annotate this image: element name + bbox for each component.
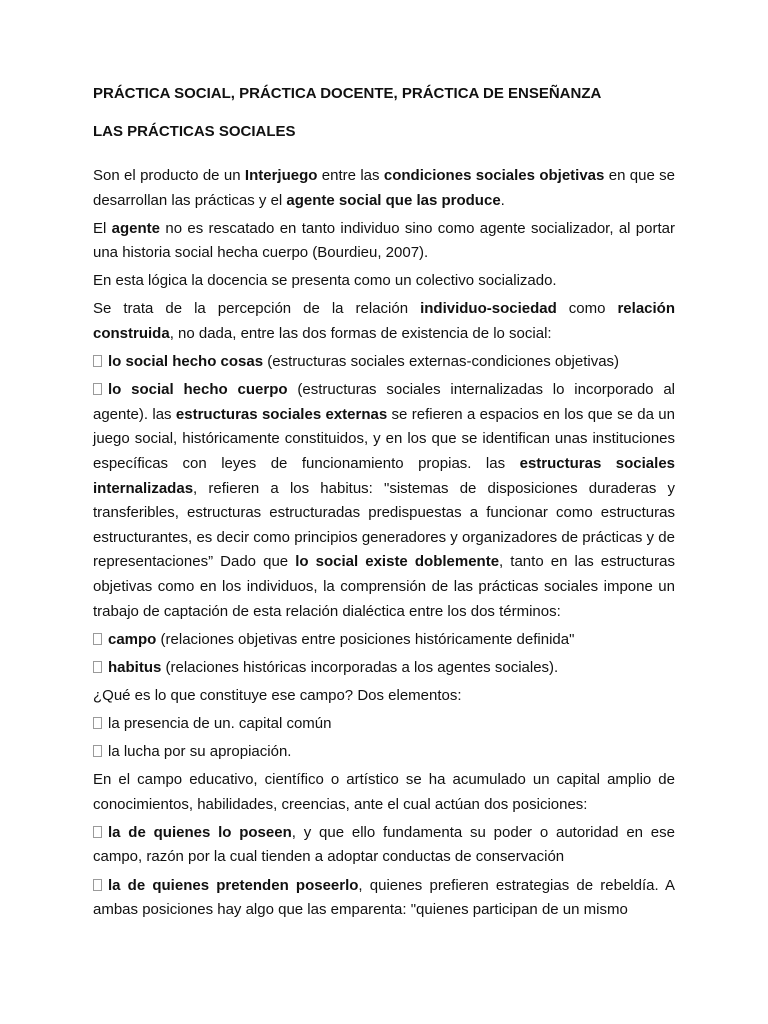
section-heading: LAS PRÁCTICAS SOCIALES: [93, 123, 296, 140]
text-run: se refieren a espacios en los que se da un juego social, históricamente constituidos, y en los que se identifican unas instituciones específicas con leyes de funcionamiento propias. las: [93, 405, 675, 473]
bold-term: lo social hecho cosas: [108, 353, 264, 371]
bold-term: Interjuego: [244, 167, 318, 184]
text-run: como: [556, 300, 618, 318]
text-run: , tanto en las estructuras objetivas como en los individuos, la comprensión de las prácticas sociales impone un trabajo de captación de esta relación dialéctica entre los dos términos:: [93, 553, 675, 620]
bullet-item-habitus: [93, 656, 675, 681]
bold-term: habitus: [108, 658, 162, 676]
bold-term: lo social existe doblemente: [295, 553, 500, 571]
bullet-icon: [93, 383, 102, 395]
bullet-icon: [93, 355, 102, 367]
text-run: la lucha por su apropiación.: [108, 743, 292, 761]
document-title: PRÁCTICA SOCIAL, PRÁCTICA DOCENTE, PRÁCTICA DE ENSEÑANZA: [93, 85, 602, 102]
text-run: , no dada, entre las dos formas de existencia de lo social:: [169, 325, 552, 343]
text-run: no es rescatado en tanto individuo sino como agente socializador, al portar una historia social hecha cuerpo (Bourdieu, 2007).: [93, 219, 675, 262]
paragraph-interjuego: [93, 164, 675, 213]
text-run: Son el producto de un: [93, 167, 245, 184]
bullet-icon: [93, 879, 102, 891]
text-run: , y que ello fundamenta su poder o autoridad en ese campo, razón por la cual tienden a adoptar conductas de conservación: [93, 823, 675, 866]
text-run: En esta lógica la docencia se presenta como un colectivo socializado.: [93, 272, 557, 290]
text-run: .: [500, 191, 505, 209]
bold-term: estructuras sociales internalizadas: [93, 455, 676, 497]
bullet-item-social-cuerpo: [93, 378, 675, 624]
bold-term: relación construida: [93, 300, 675, 343]
bold-term: la de quienes lo poseen: [108, 823, 292, 841]
text-run: (estructuras sociales internalizadas lo incorporado al agente). las: [93, 381, 676, 423]
text-run: , refieren a los habitus: "sistemas de disposiciones duraderas y transferibles, estructuras estructuradas predispuestas a funcionar como estructuras estructurantes, es decir como principios generadores y organizadores de prácticas y de representaciones” Dado que: [93, 479, 675, 571]
bullet-item-lucha: [93, 740, 675, 765]
paragraph-question: [93, 684, 675, 709]
bullet-icon: [93, 633, 102, 645]
bold-term: lo social hecho cuerpo: [108, 381, 288, 399]
bullet-item-campo: [93, 628, 675, 653]
text-run: ¿Qué es lo que constituye ese campo? Dos elementos:: [93, 686, 462, 704]
bullet-icon: [93, 745, 102, 757]
bullet-item-pretenden: [93, 874, 675, 923]
bullet-icon: [93, 661, 102, 673]
bold-term: estructuras sociales externas: [175, 405, 388, 423]
text-run: Se trata de la percepción de la relación: [93, 300, 421, 318]
bullet-icon: [93, 826, 102, 838]
text-run: la presencia de un. capital común: [108, 714, 332, 732]
text-run: En el campo educativo, científico o artístico se ha acumulado un capital amplio de conocimientos, habilidades, creencias, ante el cual actúan dos posiciones:: [93, 771, 675, 813]
text-run: El: [93, 219, 112, 237]
paragraph-agente: [93, 217, 675, 266]
text-run: (relaciones objetivas entre posiciones históricamente definida": [156, 630, 575, 648]
text-run: (relaciones históricas incorporadas a los agentes sociales).: [161, 658, 559, 676]
bold-term: agente social que las produce: [286, 191, 501, 209]
text-run: (estructuras sociales externas-condiciones objetivas): [263, 353, 620, 371]
bullet-item-poseen: [93, 821, 675, 870]
text-run: , quienes prefieren estrategias de rebeldía. A ambas posiciones hay algo que las emparenta: "quienes participan de un mismo: [93, 876, 675, 919]
paragraph-relacion: [93, 297, 675, 346]
paragraph-docencia: [93, 269, 675, 294]
bullet-item-capital: [93, 712, 675, 737]
bold-term: individuo-sociedad: [420, 300, 557, 318]
bullet-item-social-cosas: [93, 350, 675, 375]
text-run: entre las: [317, 167, 384, 184]
bold-term: condiciones sociales objetivas: [383, 167, 605, 184]
bold-term: agente: [111, 219, 161, 237]
text-run: en que se desarrollan las prácticas y el: [93, 167, 676, 209]
bullet-icon: [93, 717, 102, 729]
bold-term: la de quienes pretenden poseerlo: [108, 876, 359, 894]
paragraph-campo-educativo: [93, 768, 675, 817]
bold-term: campo: [108, 630, 157, 648]
